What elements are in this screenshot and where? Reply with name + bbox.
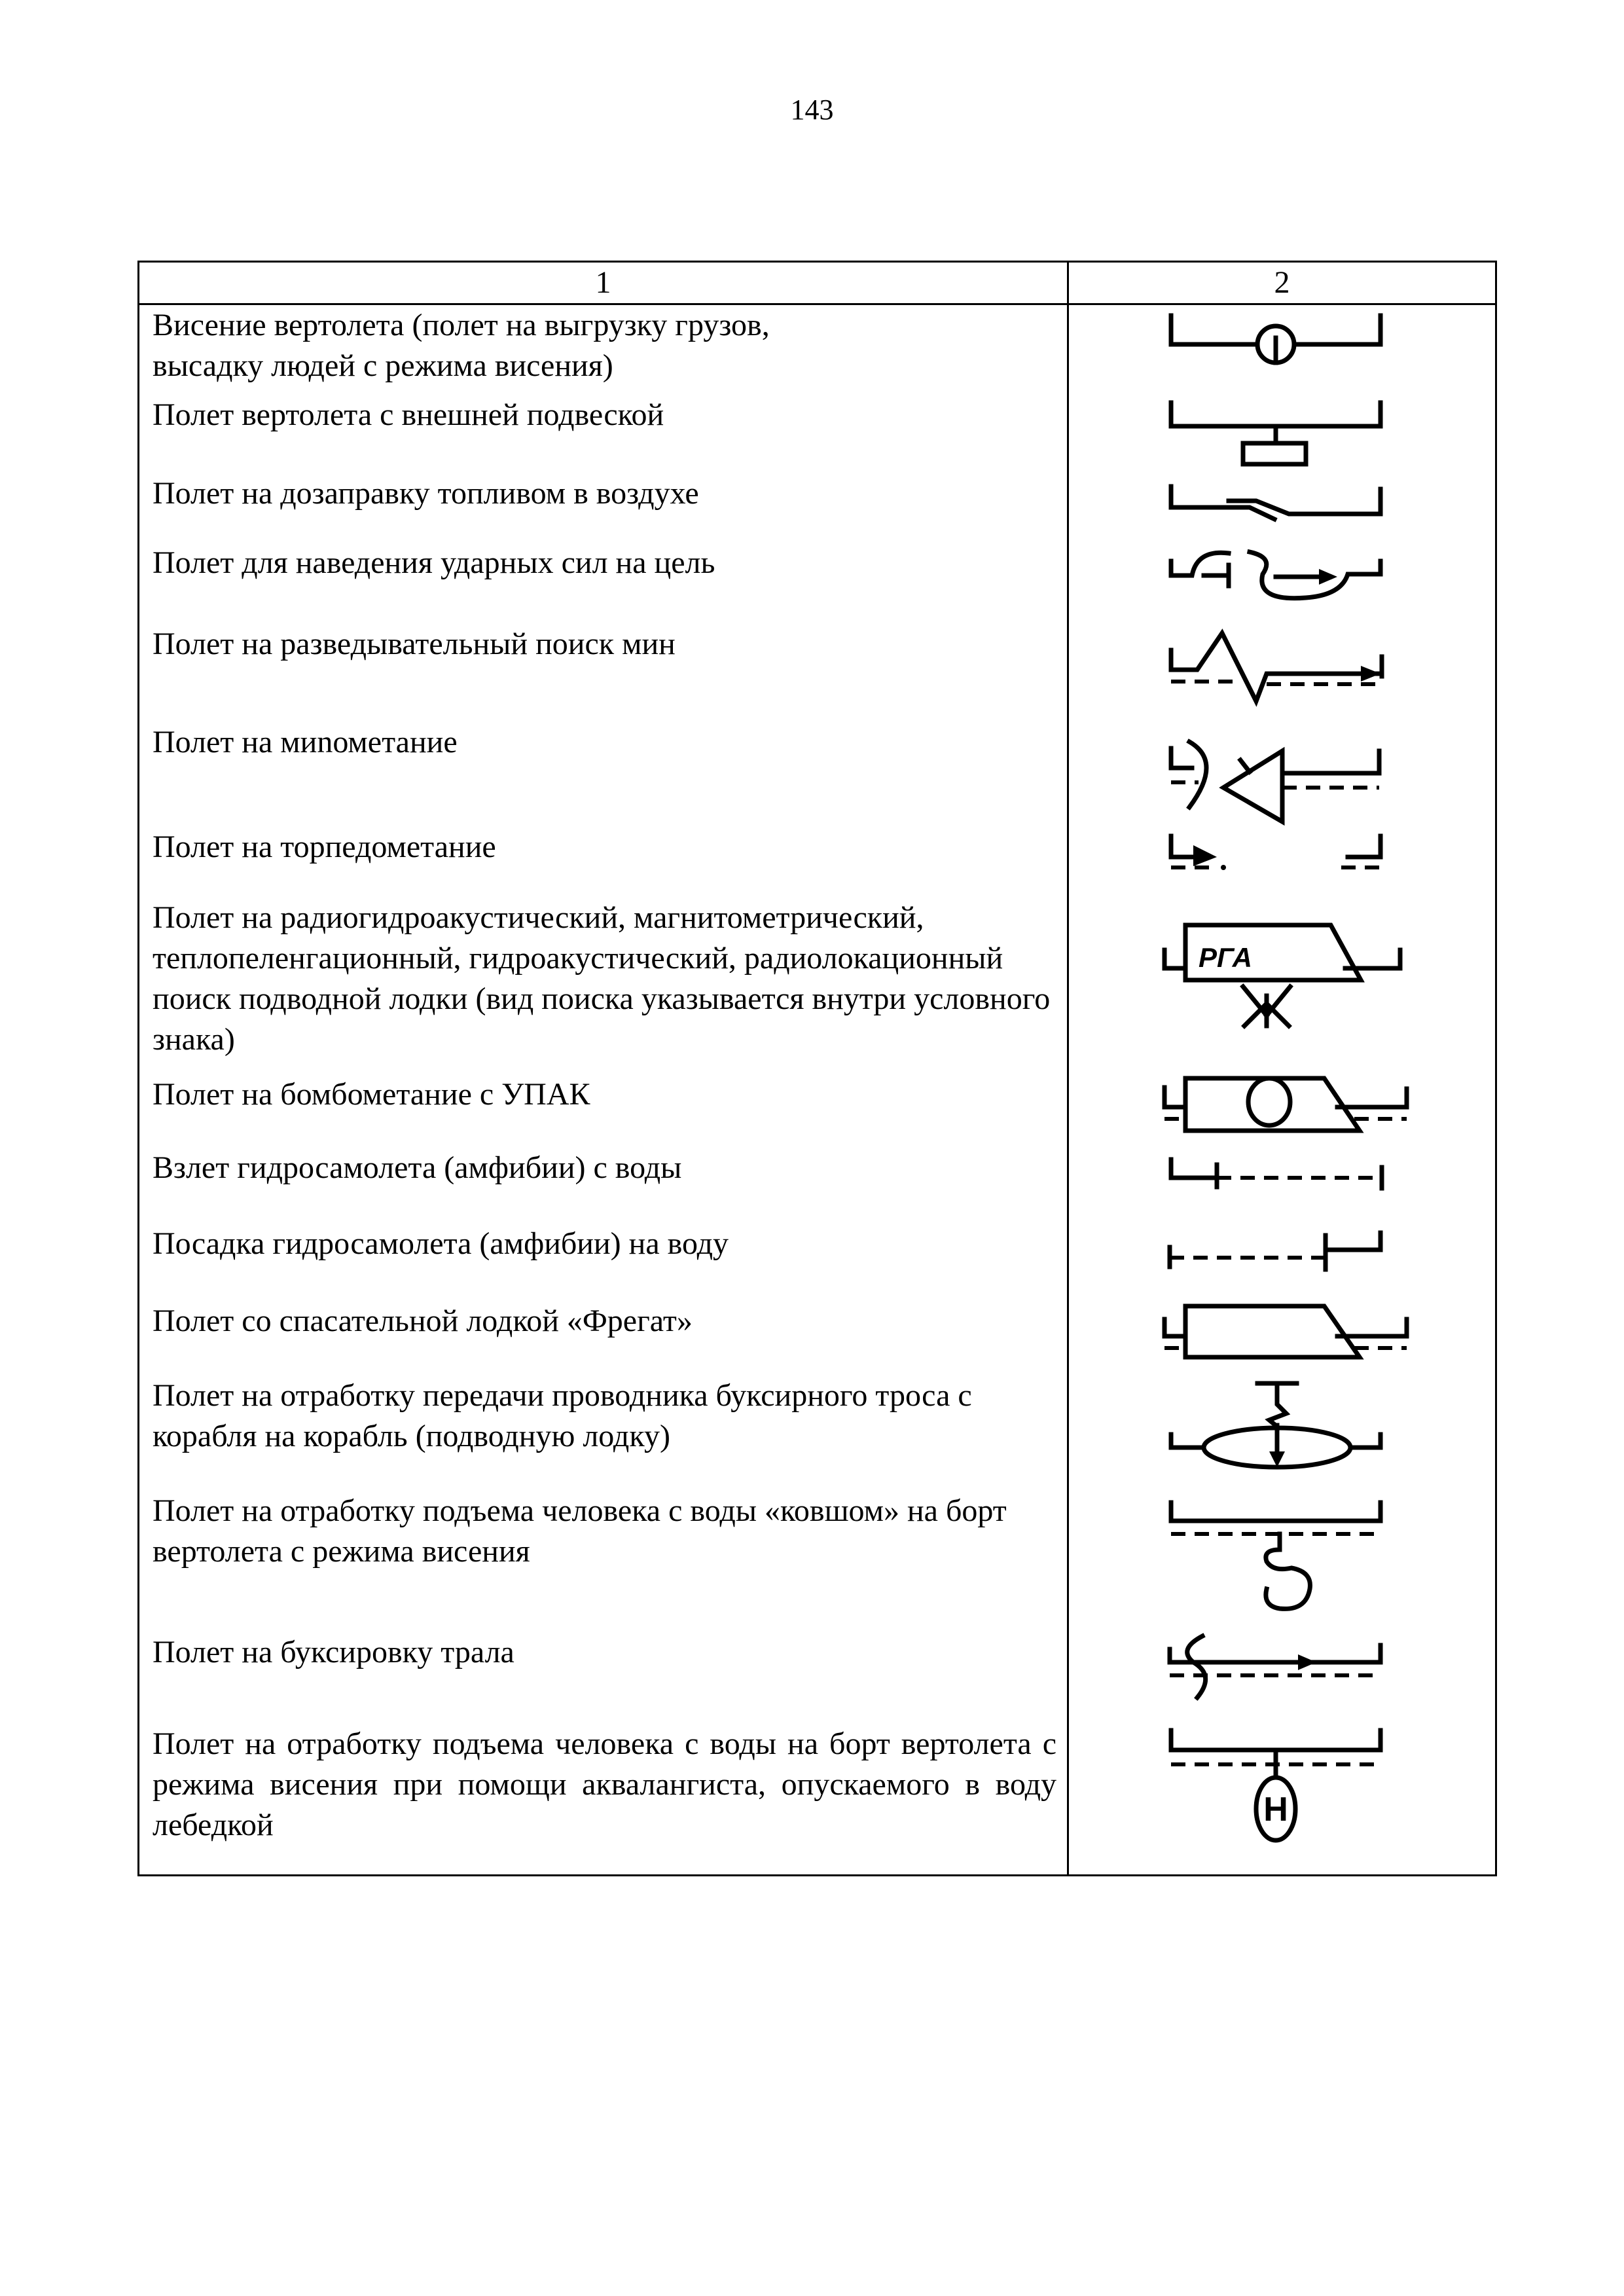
torpedo-symbol-icon bbox=[1151, 827, 1413, 879]
table-row bbox=[139, 1724, 1496, 1876]
column-header-1: 1 bbox=[139, 262, 1068, 304]
hover-symbol-icon bbox=[1151, 305, 1413, 371]
submarine-search-symbol-icon bbox=[1138, 898, 1426, 1061]
table-row bbox=[139, 395, 1496, 473]
page-number: 143 bbox=[790, 94, 834, 126]
mine-recon-symbol-icon bbox=[1151, 624, 1413, 716]
row-description: Полет на разведывательный поиск мин bbox=[153, 626, 676, 661]
table-row bbox=[139, 722, 1496, 827]
table-row bbox=[139, 1148, 1496, 1224]
table-header-row bbox=[139, 262, 1496, 304]
tow-line-transfer-symbol-icon bbox=[1151, 1376, 1413, 1480]
column-header-2: 2 bbox=[1068, 262, 1496, 304]
row-description: Полет для наведения ударных сил на цель bbox=[153, 545, 715, 580]
table-row bbox=[139, 1224, 1496, 1301]
row-description: Полет на отработку подъема человека с воды «ковшом» на борт вертолета с режима висения bbox=[153, 1493, 1007, 1569]
row-description: Полет на буксировку трала bbox=[153, 1634, 514, 1669]
row-description: Полет на отработку передачи проводника буксирного троса с корабля на корабль (подводную лодку) bbox=[153, 1377, 972, 1453]
table-row bbox=[139, 1301, 1496, 1376]
table-row bbox=[139, 1491, 1496, 1632]
search-type-label: РГА bbox=[1198, 941, 1252, 973]
row-description: Посадка гидросамолета (амфибии) на воду bbox=[153, 1226, 729, 1261]
seaplane-landing-symbol-icon bbox=[1151, 1224, 1413, 1283]
minelaying-symbol-icon bbox=[1151, 722, 1413, 827]
row-description: Полет на миnометание bbox=[153, 724, 458, 759]
row-description: Полет на отработку подъема человека с воды на борт вертолета с режима висения при помощи аквалангиста, опускаемого в воду лебедкой bbox=[153, 1726, 1056, 1842]
air-refuel-symbol-icon bbox=[1151, 473, 1413, 526]
table-row bbox=[139, 1376, 1496, 1491]
symbols-table bbox=[137, 261, 1497, 1876]
external-sling-symbol-icon bbox=[1151, 395, 1413, 468]
diver-label: Н bbox=[1263, 1790, 1288, 1829]
row-description: Взлет гидросамолета (амфибии) с воды bbox=[153, 1150, 682, 1185]
trawl-tow-symbol-icon bbox=[1151, 1632, 1413, 1724]
bombing-upak-symbol-icon bbox=[1138, 1074, 1426, 1146]
table-row bbox=[139, 543, 1496, 624]
table-row bbox=[139, 1074, 1496, 1148]
row-description: Полет вертолета с внешней подвеской bbox=[153, 397, 664, 432]
row-description: Полет со спасательной лодкой «Фрегат» bbox=[153, 1303, 693, 1338]
diver-rescue-symbol-icon bbox=[1151, 1724, 1413, 1855]
row-description: Полет на дозаправку топливом в воздухе bbox=[153, 475, 699, 511]
rescue-boat-symbol-icon bbox=[1138, 1301, 1426, 1373]
row-description: Полет на радиогидроакустический, магнитометрический, теплопеленгационный, гидроакустический, радиолокационный поиск подводной лодки (вид поиска указывается внутри условного знака) bbox=[153, 900, 1051, 1057]
table-row bbox=[139, 473, 1496, 543]
scoop-rescue-symbol-icon bbox=[1151, 1491, 1413, 1622]
row-description: Полет на торпедометание bbox=[153, 829, 496, 864]
table-row bbox=[139, 898, 1496, 1074]
table-row bbox=[139, 304, 1496, 395]
row-description: Полет на бомбометание с УПАК bbox=[153, 1076, 590, 1112]
table-row bbox=[139, 827, 1496, 898]
table-row bbox=[139, 1632, 1496, 1724]
seaplane-takeoff-symbol-icon bbox=[1151, 1148, 1413, 1200]
strike-guidance-symbol-icon bbox=[1151, 543, 1413, 621]
row-description: Висение вертолета (полет на выгрузку грузов, высадку людей с режима висения) bbox=[153, 308, 770, 383]
table-row bbox=[139, 624, 1496, 722]
